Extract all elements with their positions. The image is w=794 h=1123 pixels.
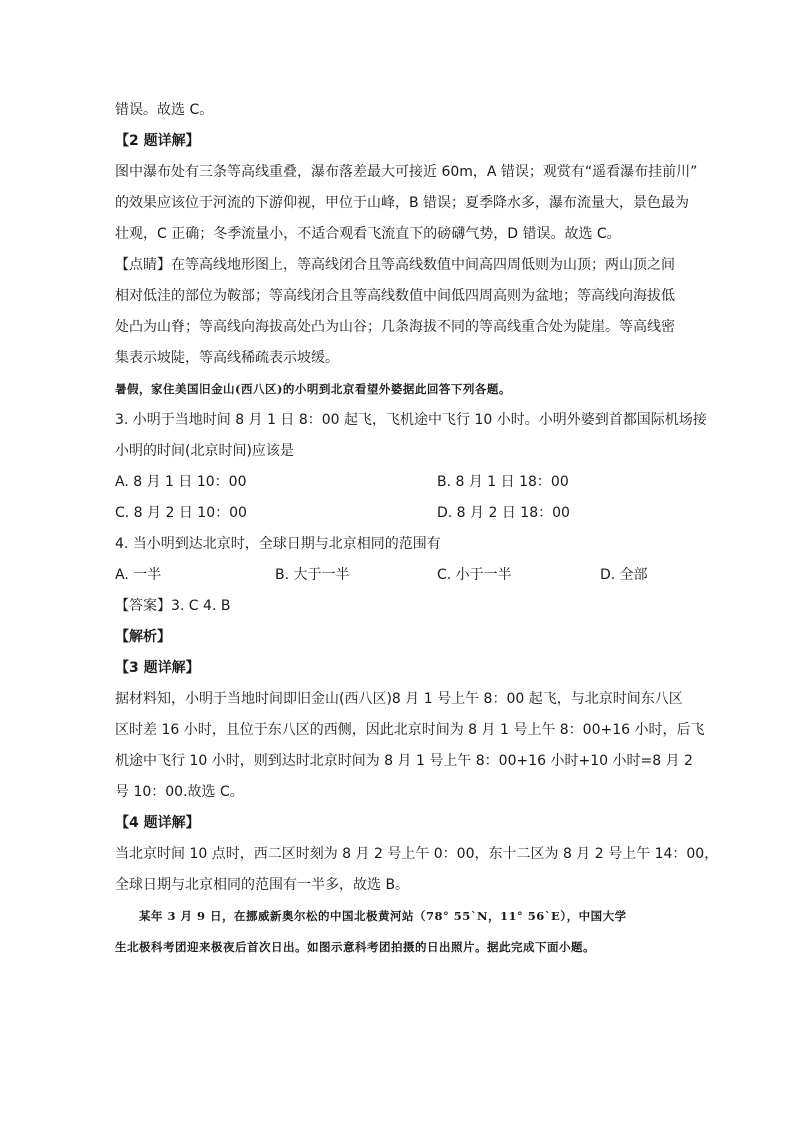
tip-paragraph-start: 【点睛】在等高线地形图上，等高线闭合且等高线数值中间高四周低则为山顶；两山顶之间: [115, 257, 675, 273]
text-line: 相对低洼的部位为鞍部；等高线闭合且等高线数值中间低四周高则为盆地；等高线向海拔低: [115, 288, 675, 304]
text-line: 错误。故选 C。: [115, 102, 214, 118]
q3-options-row-1: [115, 467, 690, 498]
text-line: 号 10：00.故选 C。: [115, 784, 244, 800]
answer-line: 【答案】3. C 4. B: [115, 598, 231, 614]
question-4: 4. 当小明到达北京时，全球日期与北京相同的范围有: [115, 536, 441, 552]
q3-option-c: C. 8 月 2 日 10：00: [115, 505, 247, 521]
section-heading: 【4 题详解】: [115, 815, 200, 831]
q4-option-d: D. 全部: [600, 567, 648, 583]
q3-option-a: A. 8 月 1 日 10：00: [115, 474, 247, 490]
text-line: 全球日期与北京相同的范围有一半多，故选 B。: [115, 877, 410, 893]
question-intro: 暑假，家住美国旧金山(西八区)的小明到北京看望外婆据此回答下列各题。: [115, 382, 511, 396]
q3-options-row-2: [115, 498, 690, 529]
question-3: 3. 小明于当地时间 8 月 1 日 8：00 起飞，飞机途中飞行 10 小时。小明外婆到首都国际机场接: [115, 412, 707, 428]
text-line: 区时差 16 小时，且位于东八区的西侧，因此北京时间为 8 月 1 号上午 8：00+16 小时，后飞: [115, 722, 705, 738]
text-line: 机途中飞行 10 小时，则到达时北京时间为 8 月 1 号上午 8：00+16 小时+10 小时=8 月 2: [115, 753, 693, 769]
q3-option-d: D. 8 月 2 日 18：00: [437, 505, 570, 521]
text-line: 的效果应该位于河流的下游仰视，甲位于山峰，B 错误；夏季降水多，瀑布流量大，景色最为: [115, 195, 690, 211]
text-line: 图中瀑布处有三条等高线重叠，瀑布落差最大可接近 60m，A 错误；观赏有“遥看瀑布挂前川”: [115, 164, 698, 180]
section-heading: 【解析】: [115, 629, 171, 645]
q4-options-row: [115, 560, 690, 591]
q3-option-b: B. 8 月 1 日 18：00: [437, 474, 569, 490]
text-line: 壮观，C 正确；冬季流量小，不适合观看飞流直下的磅礴气势，D 错误。故选 C。: [115, 226, 621, 242]
page-content: [115, 95, 719, 963]
text-line: 生北极科考团迎来极夜后首次日出。如图示意科考团拍摄的日出照片。据此完成下面小题。: [115, 940, 595, 954]
text-line: 处凸为山脊；等高线向海拔高处凸为山谷；几条海拔不同的等高线重合处为陡崖。等高线密: [115, 319, 675, 335]
text-line: 小明的时间(北京时间)应该是: [115, 443, 294, 459]
q4-option-b: B. 大于一半: [275, 567, 350, 583]
q4-option-a: A. 一半: [115, 567, 162, 583]
text-line: 集表示坡陡，等高线稀疏表示坡缓。: [115, 350, 339, 366]
text-line: 当北京时间 10 点时，西二区时刻为 8 月 2 号上午 0：00，东十二区为 8 月 2 号上午 14：00，: [115, 846, 719, 862]
next-question-intro: 某年 3 月 9 日，在挪威新奥尔松的中国北极黄河站（78° 55`N，11° 56`E），中国大学: [139, 909, 627, 923]
section-heading: 【3 题详解】: [115, 660, 200, 676]
q4-option-c: C. 小于一半: [437, 567, 512, 583]
section-heading: 【2 题详解】: [115, 133, 200, 149]
text-line: 据材料知，小明于当地时间即旧金山(西八区)8 月 1 号上午 8：00 起飞，与北京时间东八区: [115, 691, 683, 707]
